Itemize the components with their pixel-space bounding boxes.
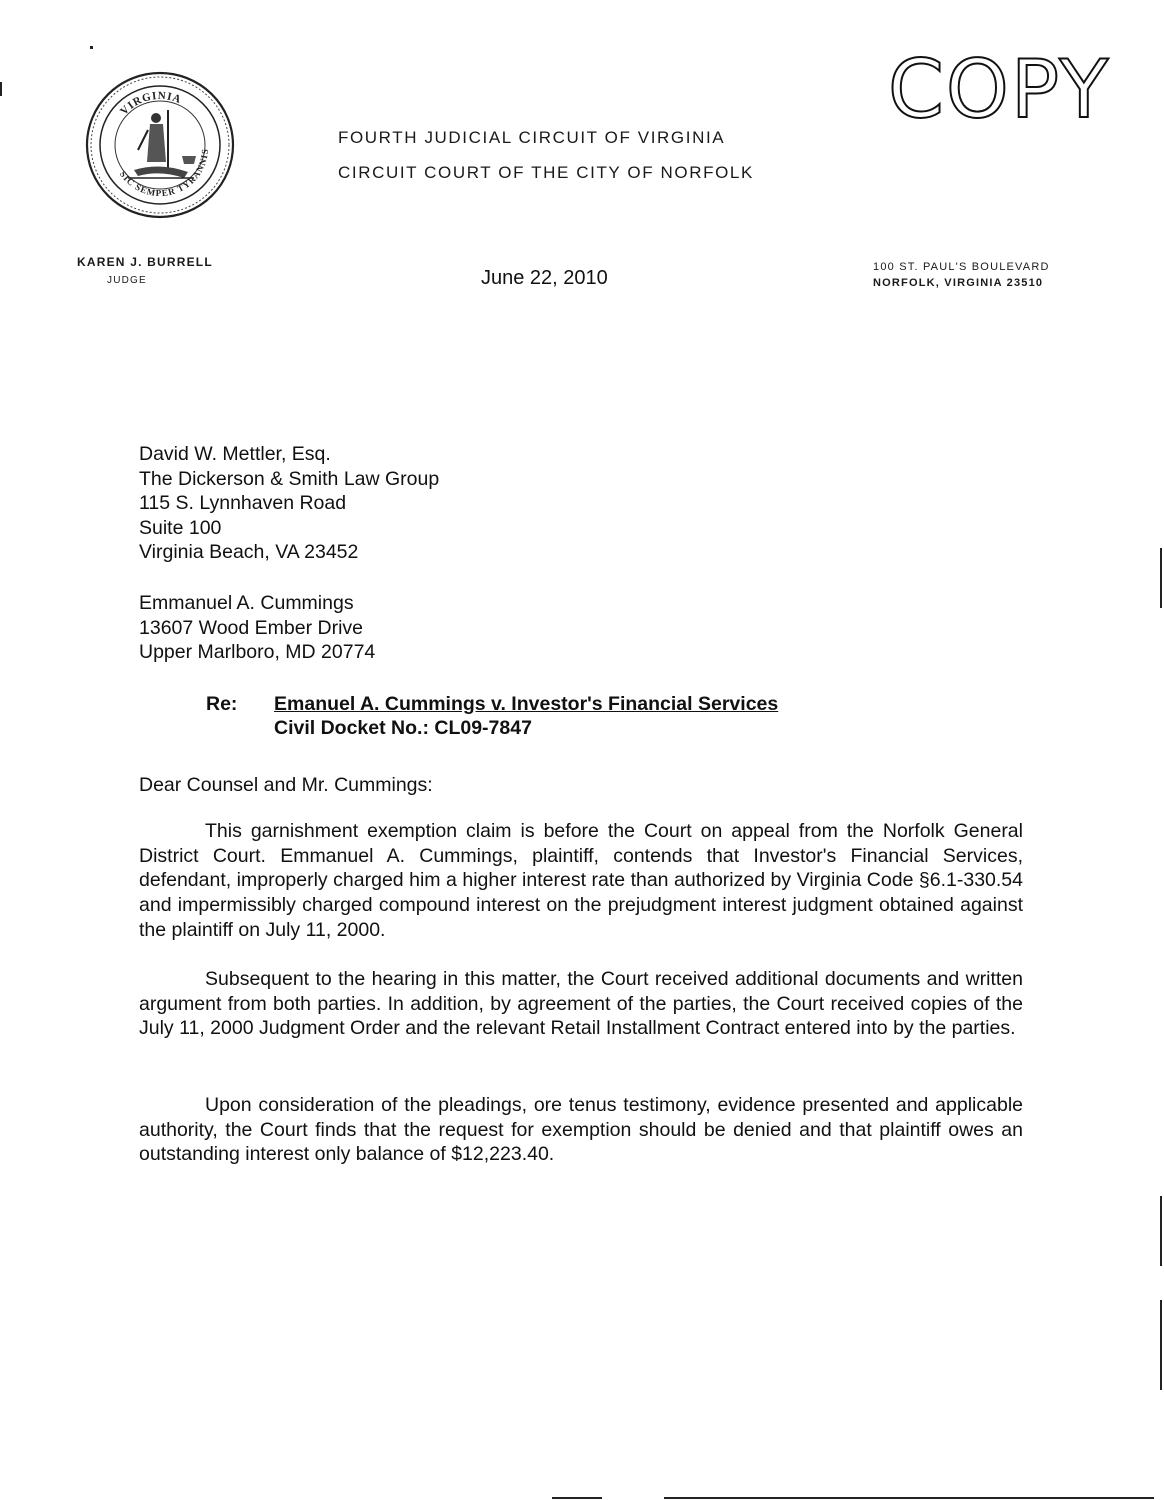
scan-mark <box>1160 1196 1162 1266</box>
court-name-line-1: FOURTH JUDICIAL CIRCUIT OF VIRGINIA <box>338 128 726 147</box>
recipient-line: Suite 100 <box>139 516 222 539</box>
recipient-line: The Dickerson & Smith Law Group <box>139 467 440 490</box>
recipient-line: Upper Marlboro, MD 20774 <box>139 641 376 664</box>
judge-name: KAREN J. BURRELL <box>77 255 213 269</box>
recipient-block-1 <box>139 442 439 565</box>
court-name-line-2: CIRCUIT COURT OF THE CITY OF NORFOLK <box>338 163 754 182</box>
body-paragraph-1: This garnishment exemption claim is before the Court on appeal from the Norfolk General District Court. Emmanuel A. Cummings, plaintiff, contends that Investor's Financial Services, defendant, improperly charged him a higher interest rate than authorized by Virginia Code §6.1-330.54 and impermissibly charged compound interest on the prejudgment interest judgment obtained against the plaintiff on July 11, 2000. <box>139 820 1023 941</box>
body-paragraph-2: Subsequent to the hearing in this matter, the Court received additional documents and written argument from both parties. In addition, by agreement of the parties, the Court received copies of the July 11, 2000 Judgment Order and the relevant Retail Installment Contract entered into by the parties. <box>139 968 1023 1040</box>
re-case-caption: Emanuel A. Cummings v. Investor's Financial Services <box>274 693 779 715</box>
recipient-line: David W. Mettler, Esq. <box>139 443 331 465</box>
body-paragraph-3: Upon consideration of the pleadings, ore tenus testimony, evidence presented and applicable authority, the Court finds that the request for exemption should be denied and that plaintiff owes an outstanding interest only balance of $12,223.40. <box>139 1094 1023 1166</box>
recipient-line: 13607 Wood Ember Drive <box>139 616 364 639</box>
scan-mark <box>1160 548 1162 608</box>
re-docket-number: Civil Docket No.: CL09-7847 <box>274 717 532 739</box>
copy-stamp: COPY <box>888 43 1111 136</box>
scan-mark <box>664 1497 1154 1499</box>
seal-top-text: VIRGINIA <box>118 89 184 118</box>
letter-date: June 22, 2010 <box>481 267 608 289</box>
recipient-line: Virginia Beach, VA 23452 <box>139 541 359 564</box>
scan-mark <box>1160 1300 1162 1390</box>
court-address-line-2: NORFOLK, VIRGINIA 23510 <box>873 277 1044 289</box>
scan-mark <box>552 1497 602 1499</box>
salutation: Dear Counsel and Mr. Cummings: <box>139 774 433 796</box>
recipient-line: Emmanuel A. Cummings <box>139 592 354 614</box>
re-label: Re: <box>206 693 238 715</box>
virginia-seal <box>84 70 236 220</box>
recipient-line: 115 S. Lynnhaven Road <box>139 492 347 515</box>
judge-title: JUDGE <box>107 275 147 286</box>
scan-mark <box>90 46 93 49</box>
recipient-block-2 <box>139 591 375 665</box>
seal-bottom-text: SIC SEMPER TYRANNIS <box>117 147 211 199</box>
court-address-line-1: 100 ST. PAUL'S BOULEVARD <box>873 261 1050 273</box>
scan-mark <box>0 82 2 96</box>
